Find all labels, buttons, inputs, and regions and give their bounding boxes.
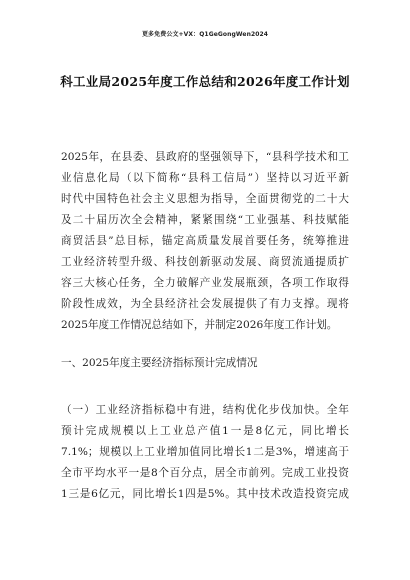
header-note: 更多免费公文+VX：Q1GeGongWen2024 <box>141 31 269 38</box>
section-heading: 一、2025年度主要经济指标预计完成情况 <box>61 357 258 369</box>
intro-paragraph <box>61 147 349 336</box>
paragraph-line: 2025年，在县委、县政府的坚强领导下，“县科学技术和工 <box>61 151 349 163</box>
paragraph-line: 业信息化局（以下简称“县科工信局”）坚持以习近平新 <box>61 172 349 184</box>
document-title: 科工业局2025年度工作总结和2026年度工作计划 <box>60 74 350 89</box>
paragraph-line: 1三是6亿元，同比增长1四是5%。其中技术改造投资完成 <box>61 488 349 500</box>
paragraph-line: 全市平均水平一是8个百分点，居全市前列。完成工业投资 <box>61 467 349 479</box>
paragraph-line: 7.1%；规模以上工业增加值同比增长1二是3%，增速高于 <box>61 446 349 458</box>
paragraph-line: 商贸活县”总目标，锚定高质量发展首要任务，统筹推进 <box>61 235 349 247</box>
indicators-paragraph <box>61 400 349 505</box>
paragraph-line: 工业经济转型升级、科技创新驱动发展、商贸流通提质扩 <box>61 256 349 268</box>
paragraph-line: 阶段性成效，为全县经济社会发展提供了有力支撑。现将 <box>61 298 349 310</box>
paragraph-line: 2025年度工作情况总结如下，并制定2026年度工作计划。 <box>61 319 338 331</box>
paragraph-line: 容三大核心任务，全力破解产业发展瓶颈，各项工作取得 <box>61 277 349 289</box>
paragraph-line: 预计完成规模以上工业总产值1一是8亿元，同比增长 <box>61 425 349 437</box>
paragraph-line: （一）工业经济指标稳中有进，结构优化步伐加快。全年 <box>61 404 349 416</box>
paragraph-line: 及二十届历次全会精神，紧紧围绕“工业强基、科技赋能 <box>61 214 349 226</box>
paragraph-line: 时代中国特色社会主义思想为指导，全面贯彻党的二十大 <box>61 193 349 205</box>
